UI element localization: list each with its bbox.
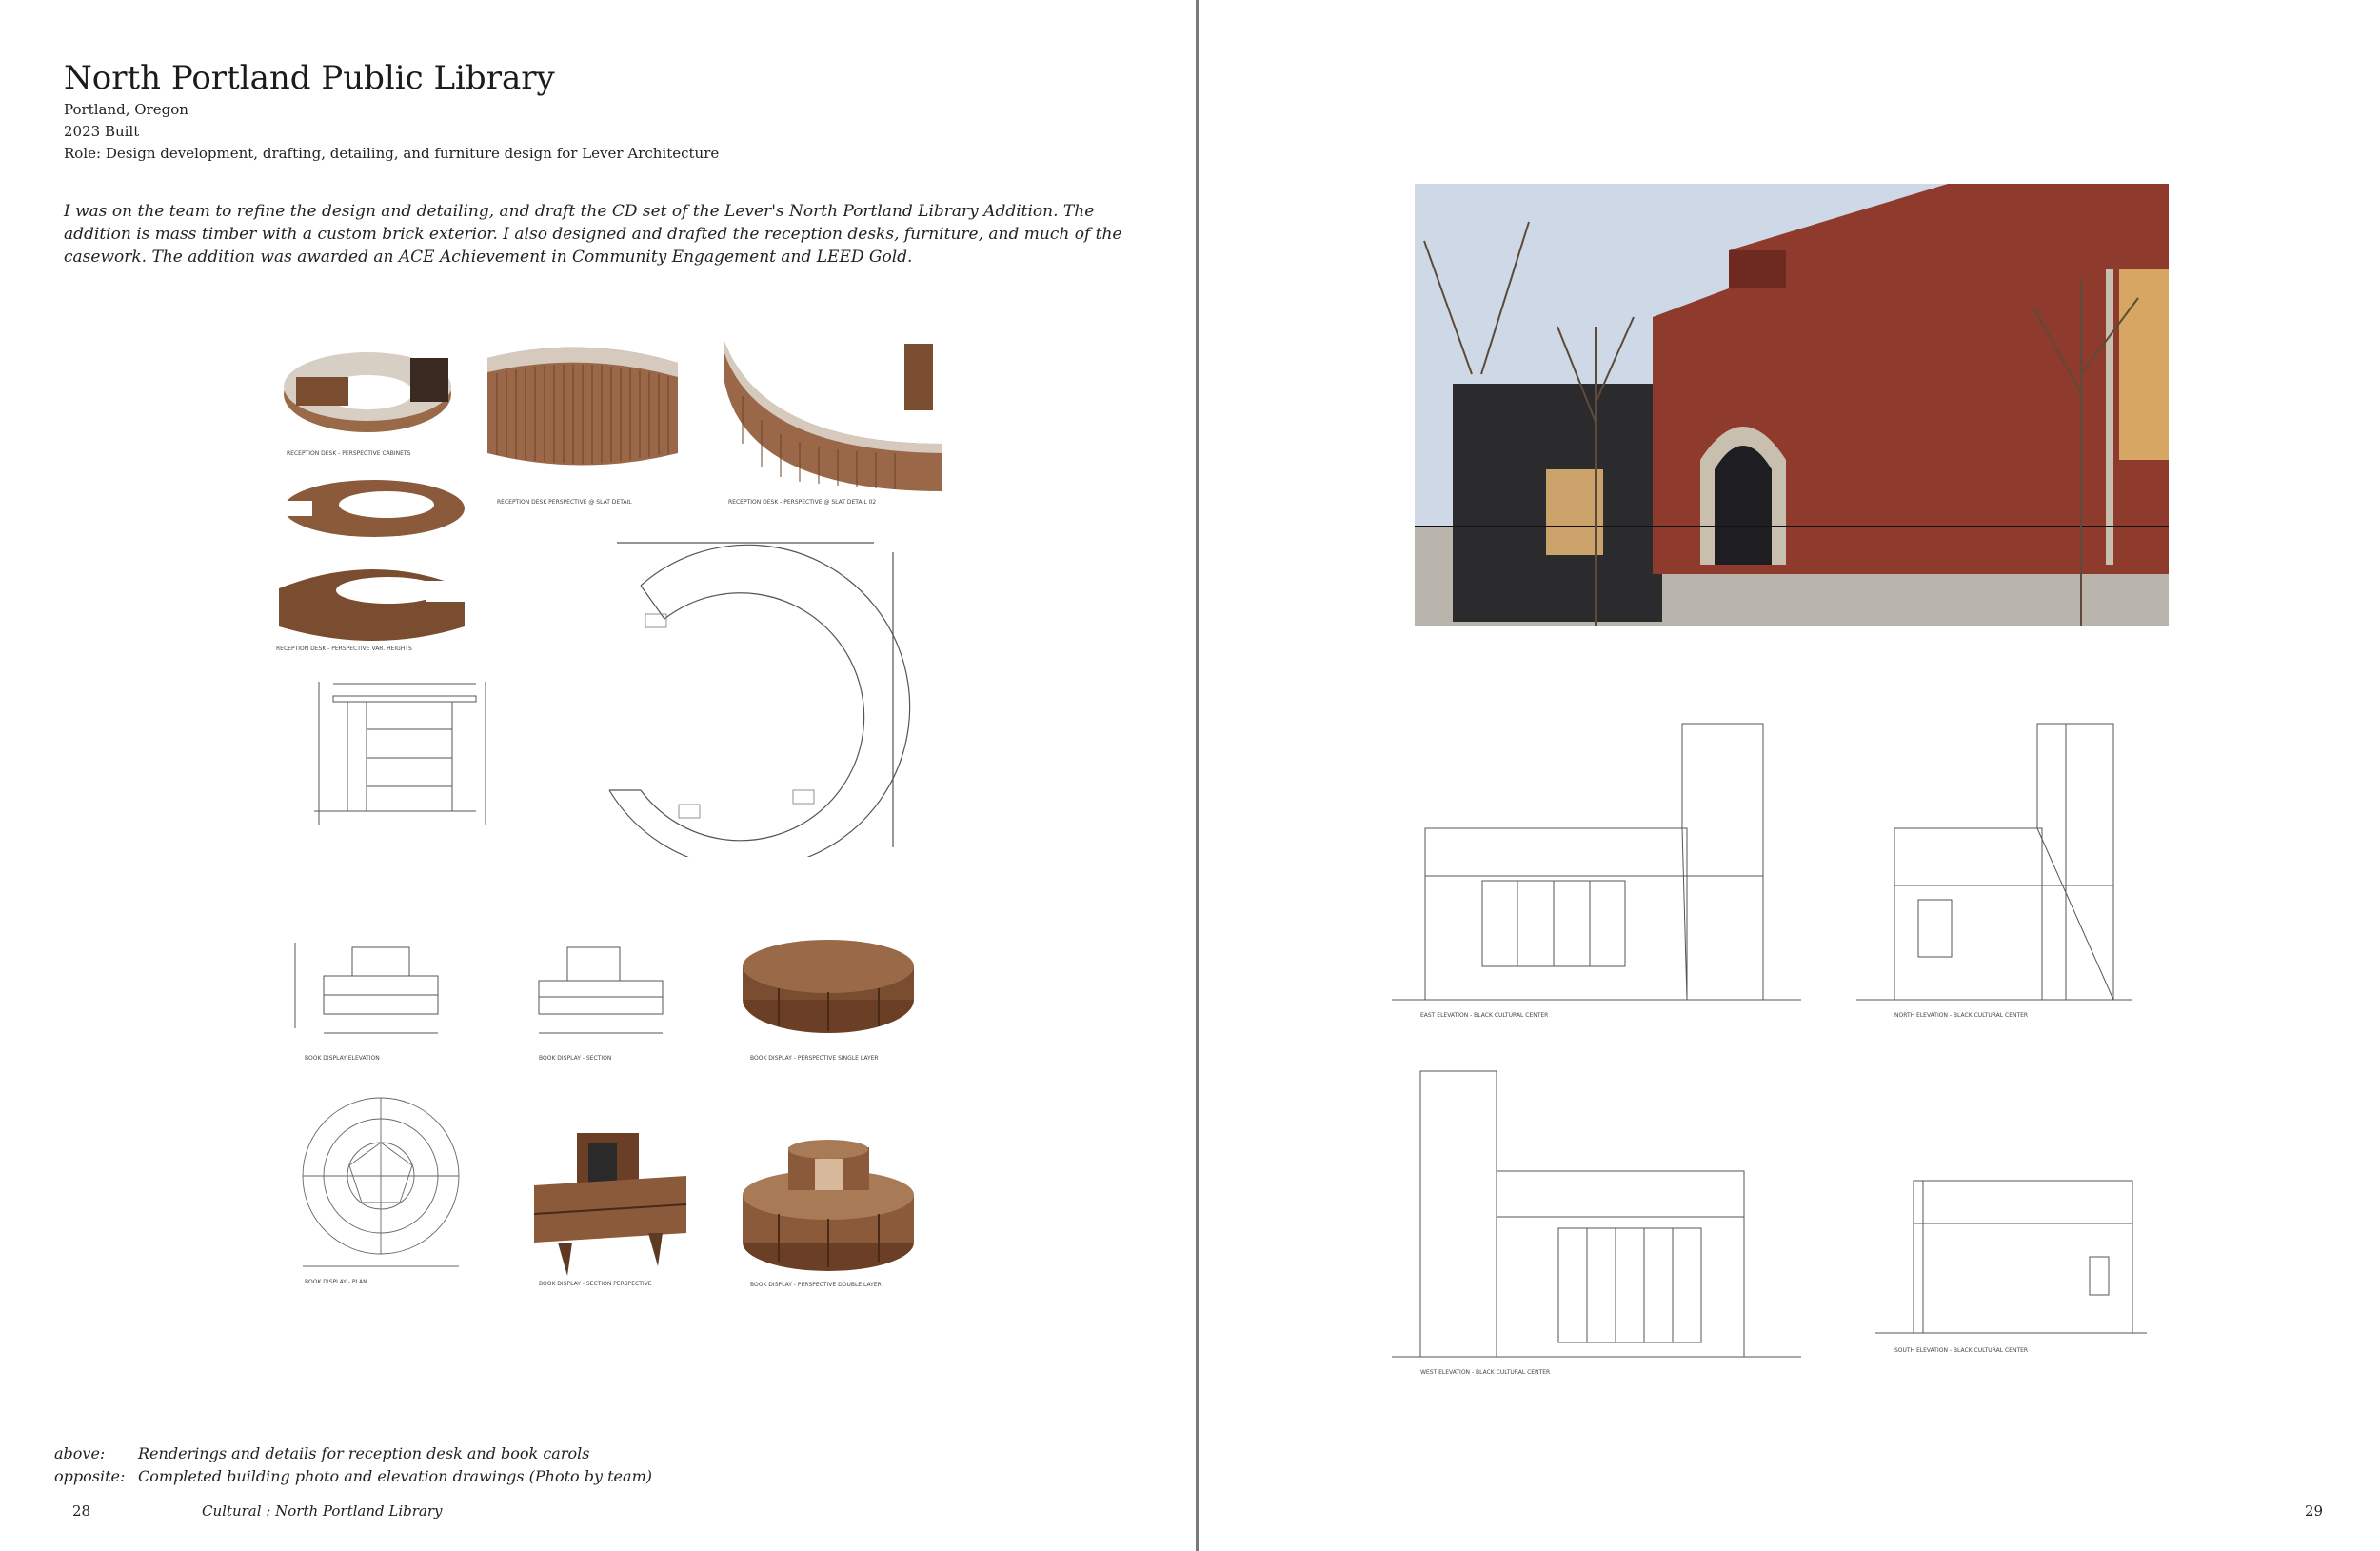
reception-desk-render-slat	[487, 339, 697, 510]
label-north-elevation: NORTH ELEVATION - BLACK CULTURAL CENTER	[1894, 1012, 2029, 1019]
project-location: Portland, Oregon	[64, 101, 188, 118]
page-gutter	[1196, 0, 1199, 1551]
caption-above-label: above:	[54, 1444, 106, 1462]
caption-opposite	[54, 1467, 652, 1485]
caption-above-text: Renderings and details for reception desk and book carols	[138, 1444, 590, 1462]
page-number-left: 28	[72, 1502, 91, 1520]
reception-desk-render-top	[274, 472, 474, 548]
reception-desk-render-cabinets	[277, 339, 458, 463]
book-display-section-render	[529, 1123, 691, 1290]
reception-desk-render-heights	[274, 560, 493, 655]
reception-desk-plan-drawing	[588, 533, 941, 857]
building-photo	[1415, 184, 2169, 626]
project-title: North Portland Public Library	[64, 59, 555, 97]
label-reception-cabinets: RECEPTION DESK - PERSPECTIVE CABINETS	[287, 450, 411, 457]
caption-above	[54, 1444, 589, 1462]
label-west-elevation: WEST ELEVATION - BLACK CULTURAL CENTER	[1420, 1369, 1551, 1376]
reception-desk-section-drawing	[276, 672, 514, 844]
book-display-section-drawing	[529, 938, 682, 1066]
book-display-plan-drawing	[286, 1085, 481, 1290]
project-year: 2023 Built	[64, 123, 140, 140]
west-elevation-drawing	[1382, 1047, 1811, 1381]
label-east-elevation: EAST ELEVATION - BLACK CULTURAL CENTER	[1420, 1012, 1549, 1019]
label-book-single: BOOK DISPLAY - PERSPECTIVE SINGLE LAYER	[750, 1055, 879, 1062]
caption-opposite-text: Completed building photo and elevation drawings (Photo by team)	[138, 1467, 652, 1485]
north-elevation-drawing	[1847, 695, 2142, 1028]
label-reception-heights: RECEPTION DESK - PERSPECTIVE VAR. HEIGHTS	[276, 646, 412, 652]
project-description: I was on the team to refine the design and detailing, and draft the CD set of the Lever's North Portland Library Addition. The addition is mass timber with a custom brick exterior. I also designed and drafted the reception desks, furniture, and much of the casework. The addition was awarded an ACE Achievement in Community Engagement and LEED Gold.	[64, 202, 1122, 267]
label-book-section-persp: BOOK DISPLAY - SECTION PERSPECTIVE	[539, 1281, 652, 1287]
label-book-elevation: BOOK DISPLAY ELEVATION	[305, 1055, 380, 1062]
label-book-plan: BOOK DISPLAY - PLAN	[305, 1279, 367, 1285]
label-reception-slat-02: RECEPTION DESK - PERSPECTIVE @ SLAT DETAIL 02	[728, 499, 877, 506]
page-number-right: 29	[2305, 1502, 2324, 1520]
caption-opposite-label: opposite:	[54, 1467, 126, 1485]
book-display-single-render	[731, 924, 926, 1066]
project-role: Role: Design development, drafting, detailing, and furniture design for Lever Architecture	[64, 145, 720, 162]
book-display-double-render	[731, 1138, 926, 1290]
reception-desk-render-slat-02	[724, 339, 942, 510]
label-book-section: BOOK DISPLAY - SECTION	[539, 1055, 612, 1062]
label-book-double: BOOK DISPLAY - PERSPECTIVE DOUBLE LAYER	[750, 1282, 882, 1288]
book-display-elevation-drawing	[286, 938, 476, 1066]
south-elevation-drawing	[1866, 1143, 2152, 1381]
running-footer: Cultural : North Portland Library	[202, 1502, 443, 1520]
east-elevation-drawing	[1382, 695, 1811, 1028]
label-south-elevation: SOUTH ELEVATION - BLACK CULTURAL CENTER	[1894, 1347, 2029, 1354]
label-reception-slat: RECEPTION DESK PERSPECTIVE @ SLAT DETAIL	[497, 499, 632, 506]
